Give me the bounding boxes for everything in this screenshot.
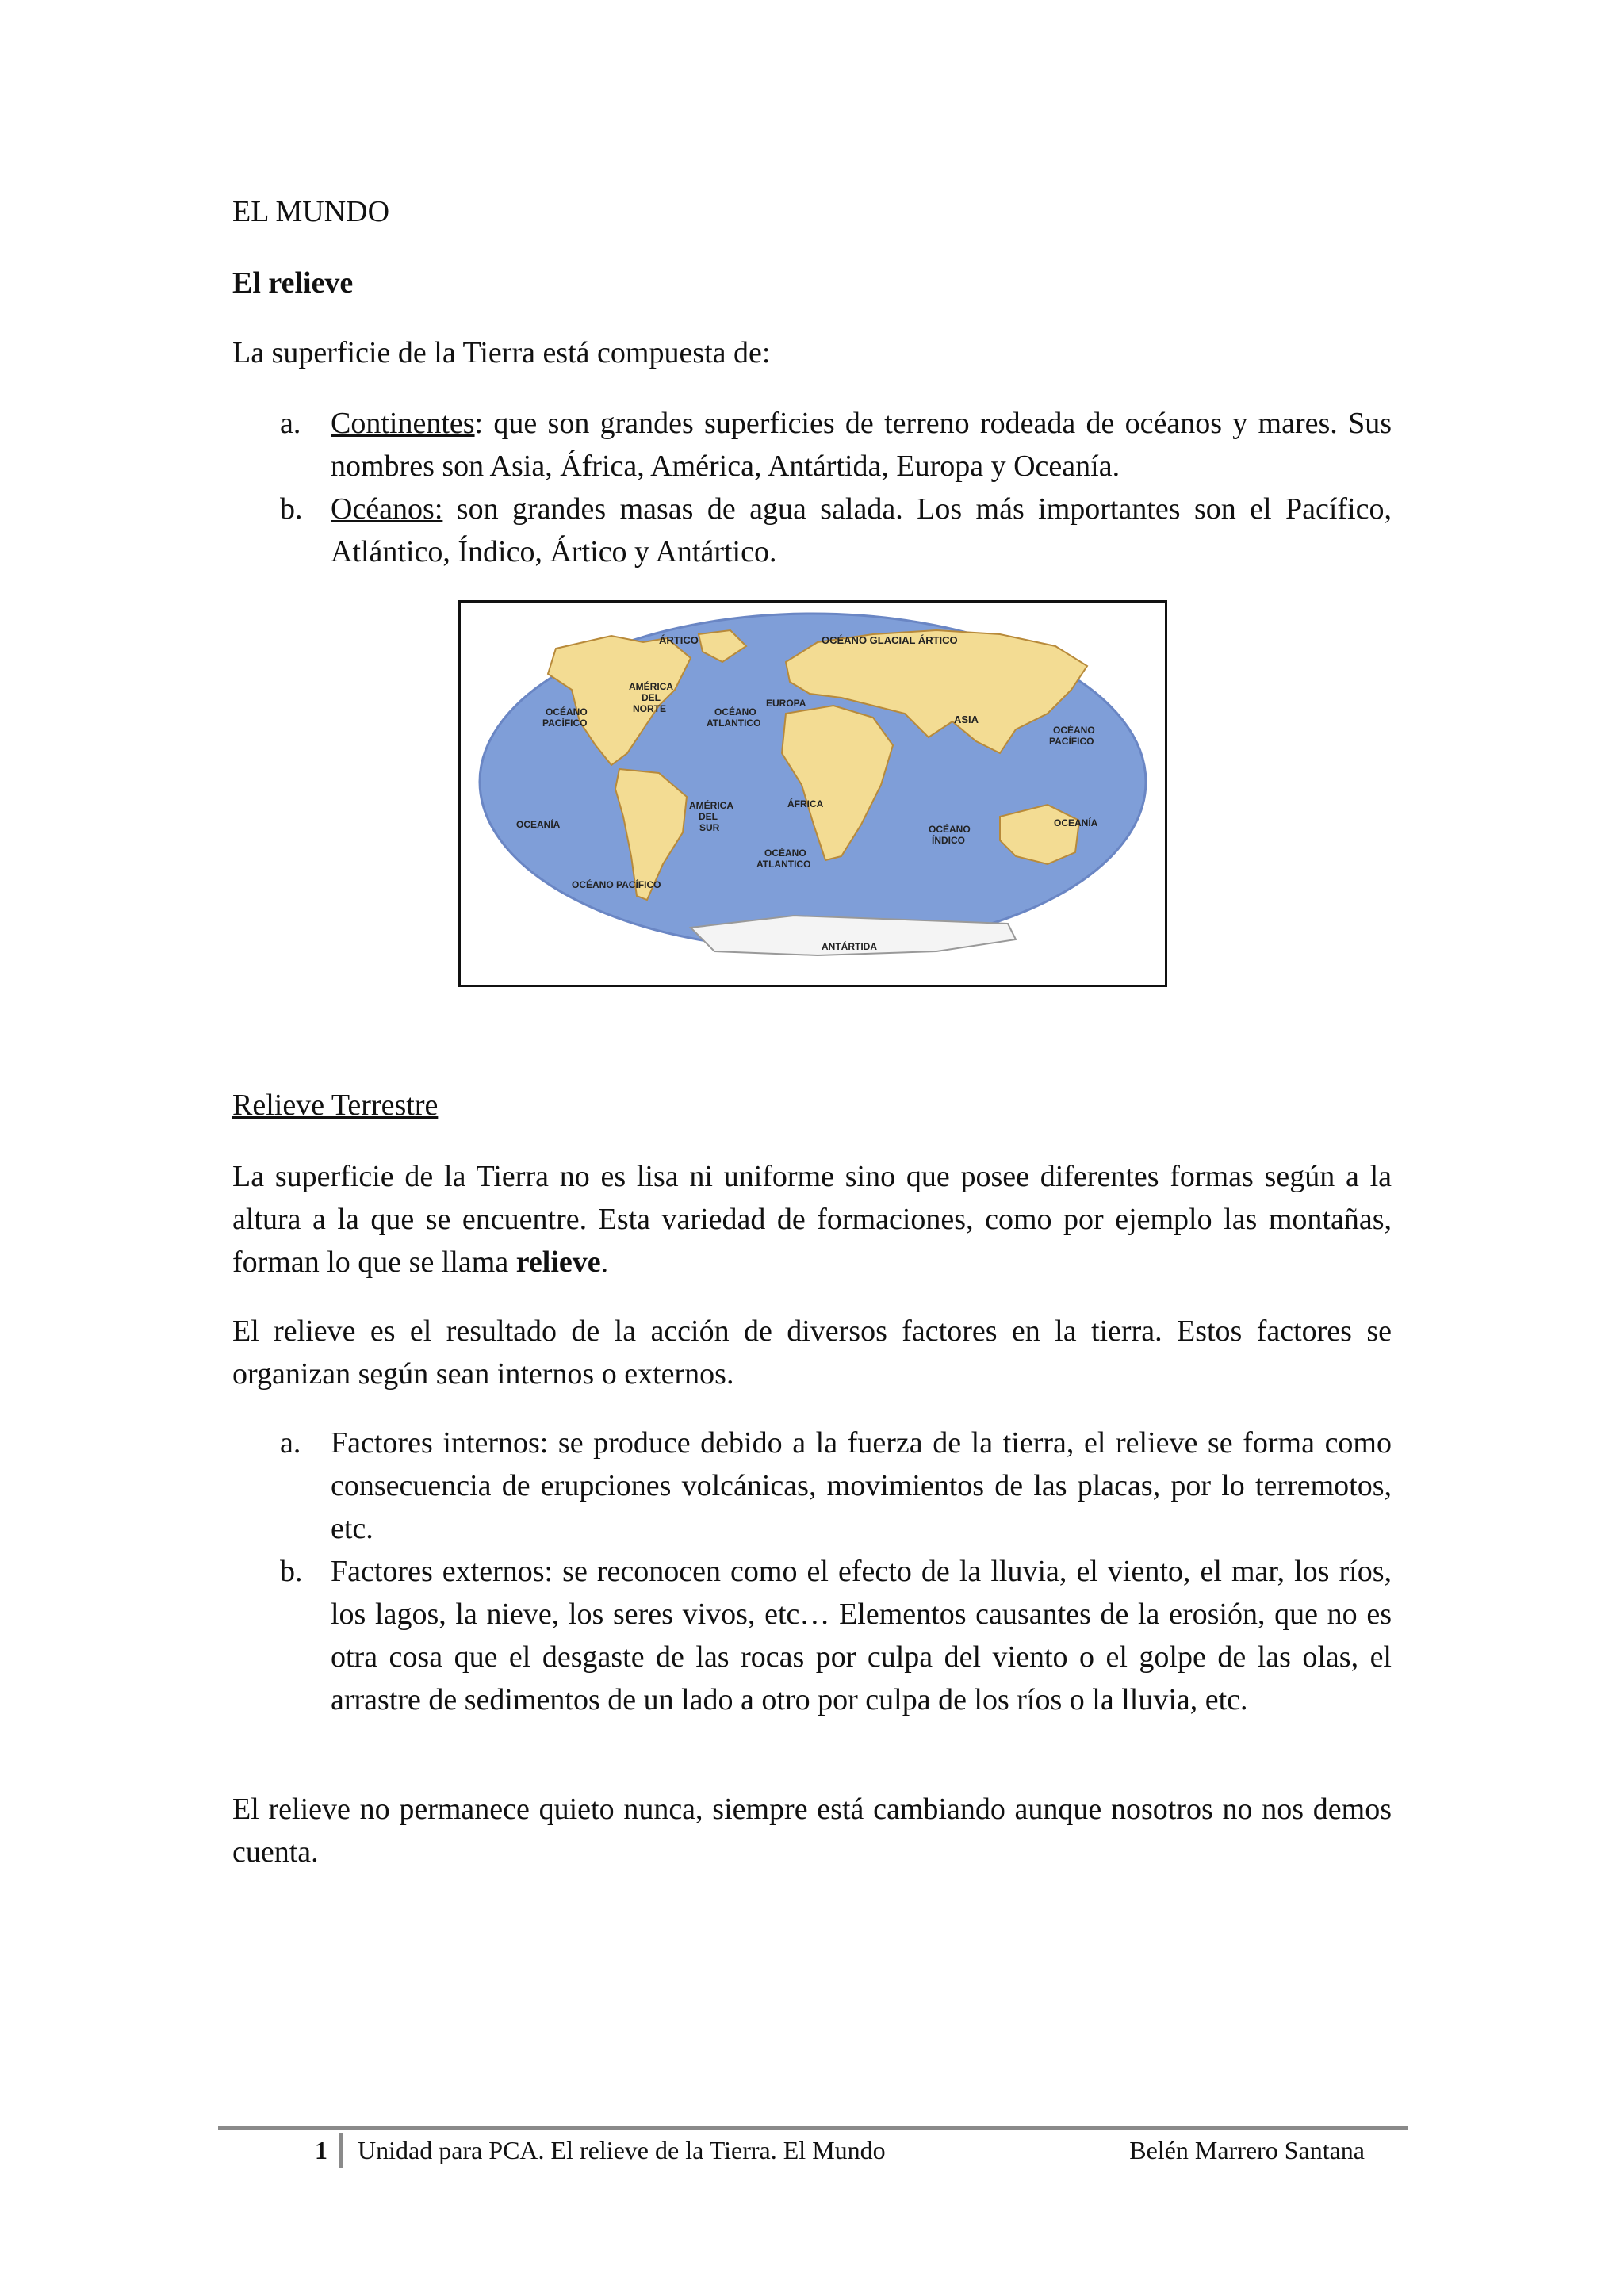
map-label-antartida: ANTÁRTIDA — [822, 941, 877, 952]
footer-divider — [218, 2126, 1408, 2130]
page-footer — [0, 2133, 1624, 2168]
map-label-atlantico-s: OCÉANO — [764, 848, 806, 859]
list-marker: b. — [280, 492, 303, 526]
map-label-america-norte: AMÉRICA — [629, 681, 673, 692]
factores-list — [232, 1422, 1392, 1721]
section-heading: El relieve — [232, 266, 354, 300]
list-item — [232, 1550, 1392, 1721]
subheading-relieve-terrestre: Relieve Terrestre — [232, 1089, 439, 1122]
map-label-america-norte: NORTE — [633, 703, 666, 714]
map-label-oceania-w: OCEANÍA — [516, 819, 561, 830]
footer-title: Unidad para PCA. El relieve de la Tierra. El Mundo — [358, 2136, 886, 2164]
list-marker: a. — [280, 1426, 301, 1460]
list-item — [232, 1422, 1392, 1550]
footer-separator — [339, 2133, 343, 2168]
map-label-atlantico-s: ATLANTICO — [756, 859, 811, 870]
document-title: EL MUNDO — [232, 195, 390, 228]
footer-author: Belén Marrero Santana — [1129, 2136, 1365, 2164]
paragraph-text: . — [600, 1246, 609, 1279]
list-item-text: Factores externos: se reconocen como el efecto de la lluvia, el viento, el mar, los ríos, los lagos, la nieve, los seres vivos, etc… Elementos causantes de la erosión, que no es otra cosa que el desgaste de las rocas por culpa del viento o el golpe de las olas, el arrastre de sedimentos de un lado a otro por culpa de los ríos o la lluvia, etc. — [331, 1555, 1392, 1716]
map-label-atlantico-n: ATLANTICO — [707, 718, 761, 729]
list-marker: a. — [280, 407, 301, 440]
map-label-indico: ÍNDICO — [932, 835, 965, 846]
map-label-america-sur: DEL — [699, 811, 718, 822]
bold-term-relieve: relieve — [515, 1246, 601, 1279]
map-label-pacifico-e: OCÉANO — [1053, 725, 1095, 736]
term-continentes: Continentes — [331, 407, 475, 440]
paragraph-text: La superficie de la Tierra no es lisa ni uniforme sino que posee diferentes formas según a la altura a la que se encuentre. Esta variedad de formaciones, como por ejemplo las montañas, forman lo que se llama — [232, 1160, 1392, 1279]
list-item-text: son grandes masas de agua salada. Los más importantes son el Pacífico, Atlántico, Índico, Ártico y Antártico. — [331, 492, 1392, 568]
map-label-indico: OCÉANO — [929, 824, 971, 835]
intro-paragraph: La superficie de la Tierra está compuesta de: — [232, 336, 771, 369]
map-label-glacial: OCÉANO GLACIAL ÁRTICO — [822, 634, 958, 646]
paragraph-conclusion: El relieve no permanece quieto nunca, siempre está cambiando aunque nosotros no nos demos cuenta. — [232, 1793, 1392, 1869]
map-label-america-norte: DEL — [642, 692, 661, 703]
paragraph-relieve-definition — [232, 1155, 1392, 1284]
map-label-europa: EUROPA — [766, 698, 806, 709]
map-label-asia: ASIA — [954, 714, 979, 725]
map-label-pacifico-w: PACÍFICO — [542, 718, 588, 729]
map-label-africa: ÁFRICA — [787, 798, 824, 809]
term-oceanos: Océanos: — [331, 492, 443, 526]
paragraph-factores: El relieve es el resultado de la acción de diversos factores en la tierra. Estos factores se organizan según sean internos o externos. — [232, 1314, 1392, 1391]
list-item — [232, 488, 1392, 573]
list-item — [232, 402, 1392, 488]
map-label-artico: ÁRTICO — [659, 634, 699, 646]
surface-list — [232, 402, 1392, 573]
map-label-pacifico-w: OCÉANO — [546, 706, 588, 718]
map-label-america-sur: SUR — [699, 822, 720, 833]
world-map-figure — [458, 600, 1167, 987]
map-label-pacifico-s: OCÉANO PACÍFICO — [572, 879, 661, 890]
list-item-text: Factores internos: se produce debido a la fuerza de la tierra, el relieve se forma como consecuencia de erupciones volcánicas, movimientos de las placas, por lo terremotos, etc. — [331, 1426, 1392, 1545]
map-label-atlantico-n: OCÉANO — [714, 706, 756, 718]
list-item-text: : que son grandes superficies de terreno rodeada de océanos y mares. Sus nombres son Asia, África, América, Antártida, Europa y Oceanía. — [331, 407, 1392, 483]
map-label-america-sur: AMÉRICA — [689, 800, 733, 811]
list-marker: b. — [280, 1555, 303, 1588]
map-label-pacifico-e: PACÍFICO — [1049, 736, 1094, 747]
page-number: 1 — [315, 2136, 327, 2164]
map-label-oceania-e: OCEANÍA — [1054, 817, 1098, 828]
world-map — [461, 603, 1165, 985]
